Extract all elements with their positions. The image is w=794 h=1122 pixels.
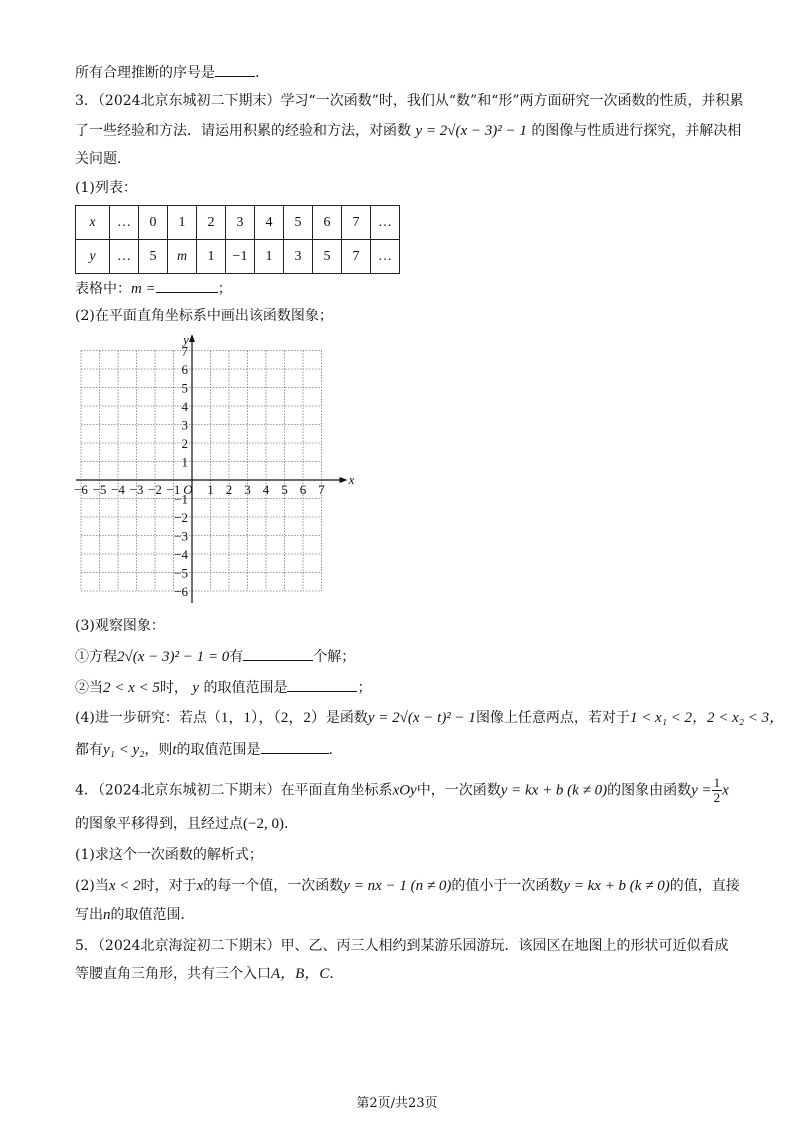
x-tick-label: −5	[92, 482, 107, 497]
x-tick-label: −2	[148, 482, 162, 497]
solutions-count-blank[interactable]	[243, 646, 313, 661]
grid-lines	[81, 351, 322, 592]
q5-line2: 等腰直角三角形，共有三个入口A，B，C．	[75, 966, 344, 982]
x-axis-arrow	[340, 477, 348, 483]
y-tick-label: −6	[174, 584, 188, 599]
axes	[76, 334, 348, 603]
x-tick-label: 6	[299, 482, 307, 497]
x-tick-label: 5	[281, 482, 288, 497]
q4-part2-line1: (2)当x < 2时，对于x的每一个值，一次函数y = nx − 1 (n ≠ 0)的值小于一次函数y = kx + b (k ≠ 0)的值，直接	[75, 878, 740, 894]
x-tick-label: 7	[318, 482, 325, 497]
q4-line2: 的图象平移得到，且经过点(−2, 0)．	[75, 816, 298, 832]
x-tick-label: 1	[207, 482, 214, 497]
table-header-x: x	[76, 206, 110, 240]
q4-part2-line2: 写出n的取值范围．	[75, 907, 195, 923]
y-tick-label: 1	[181, 454, 188, 470]
q4-line1: 4．（2024北京东城初二下期末）在平面直角坐标系xOy中，一次函数y = kx + b (k ≠ 0)的图象由函数y = $\frac{1}{2}$ x	[75, 775, 729, 805]
fraction-one-half: $\frac{1}{2}$	[713, 775, 721, 805]
q3-part2-label: (2)在平面直角坐标系中画出该函数图象；	[75, 308, 333, 324]
q3-line3: 关问题．	[75, 151, 131, 167]
prev-question-tail: 所有合理推断的序号是 .	[75, 62, 259, 83]
y-tick-label: 6	[181, 362, 188, 377]
table-header-y: y	[76, 240, 110, 274]
q3-line1: 3．（2024北京东城初二下期末）学习“一次函数”时，我们从“数”和“形”两方面研究一次函数的性质，并积累	[75, 93, 744, 109]
table-row-x: x … 0 1 2 3 4 5 6 7 …	[76, 206, 400, 240]
q3-part3-label: (3)观察图象：	[75, 618, 165, 634]
x-tick-label: −1	[166, 482, 181, 497]
y-tick-label: −3	[174, 528, 188, 544]
q3-sub2: ②当2 < x < 5时， y 的取值范围是 ；	[75, 677, 371, 698]
q3-part4-line2: 都有y₁ < y₂，则t的取值范围是 ．	[75, 739, 343, 760]
x-tick-label: −3	[129, 482, 144, 497]
q3-function: y = 2√(x − 3)² − 1	[415, 123, 527, 139]
y-tick-label: −5	[174, 565, 188, 581]
q3-part1-label: (1)列表：	[75, 180, 137, 196]
m-answer-blank[interactable]	[156, 278, 218, 293]
y-axis-label: y	[183, 332, 189, 347]
y-tick-label: −1	[174, 491, 188, 507]
y-tick-label: 2	[181, 436, 188, 451]
coordinate-grid[interactable]	[72, 332, 355, 607]
q3-sub1: ①方程2√(x − 3)² − 1 = 0有 个解；	[75, 646, 355, 667]
q4-part1: (1)求这个一次函数的解析式；	[75, 847, 263, 863]
value-table	[75, 205, 400, 274]
y-tick-label: −4	[174, 547, 188, 562]
table-note: 表格中：m = ；	[75, 278, 232, 299]
y-tick-label: 7	[181, 343, 188, 359]
tick-labels	[74, 332, 355, 599]
y-axis-arrow	[189, 334, 195, 342]
q5-line1: 5．（2024北京海淀初二下期末）甲、乙、丙三人相约到某游乐园游玩．该园区在地图上的形状可近似看成	[75, 938, 729, 954]
x-tick-label: 2	[225, 482, 233, 497]
x-axis-label: x	[348, 472, 355, 487]
y-tick-label: 5	[181, 380, 188, 396]
y-tick-label: −2	[174, 510, 188, 525]
x-tick-label: 3	[244, 482, 251, 497]
x-tick-label: −4	[111, 482, 125, 497]
answer-blank[interactable]	[215, 62, 255, 77]
y-tick-label: 4	[181, 399, 188, 414]
table-row-y: y … 5 m 1 −1 1 3 5 7 …	[76, 240, 400, 274]
x-tick-label: −6	[74, 482, 88, 497]
t-range-blank[interactable]	[261, 739, 329, 754]
q3-line2: 了一些经验和方法．请运用积累的经验和方法，对函数 y = 2√(x − 3)² − 1 的图像与性质进行探究，并解决相	[75, 123, 742, 139]
x-tick-label: 4	[262, 482, 270, 497]
q3-part4-line1: (4)进一步研究：若点（1，1），（2，2）是函数y = 2√(x − t)² − 1图像上任意两点，若对于1 < x₁ < 2，2 < x₂ < 3，	[75, 710, 785, 726]
y-tick-label: 3	[181, 417, 188, 433]
page-footer: 第2页/共23页	[356, 1096, 438, 1111]
origin-label: O	[183, 482, 193, 497]
y-range-blank[interactable]	[287, 677, 357, 692]
